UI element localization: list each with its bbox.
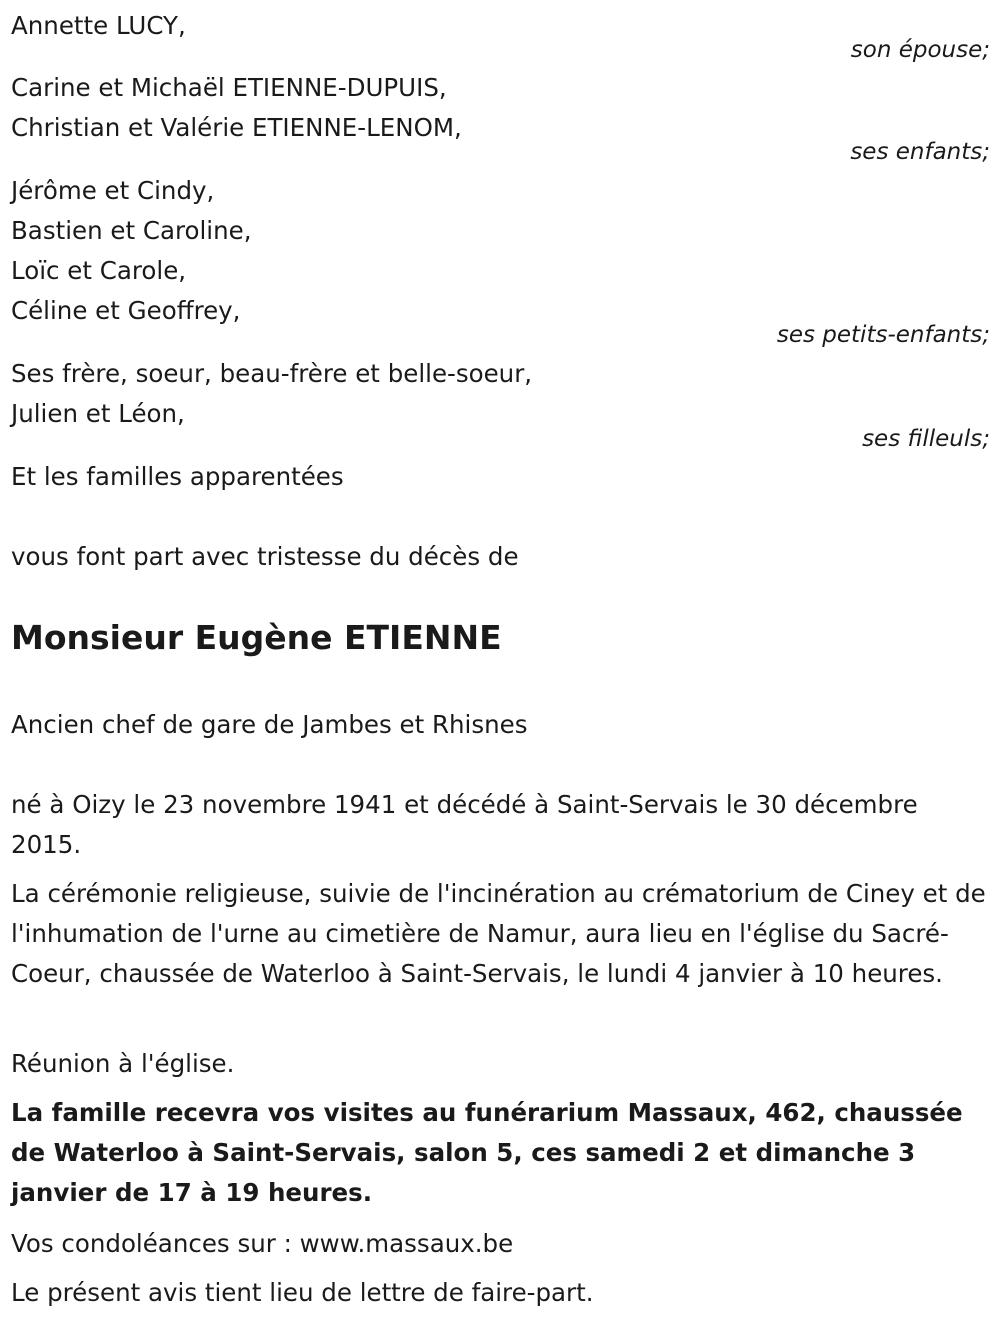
children-line-1: Carine et Michaël ETIENNE-DUPUIS, — [11, 73, 447, 102]
grandchildren-line-3: Loïc et Carole, — [11, 256, 187, 285]
visits-info: La famille recevra vos visites au funérarium Massaux, 462, chaussée de Waterloo à Saint-Servais, salon 5, ces samedi 2 et dimanche 3 janvier de 17 à 19 heures. — [11, 1098, 963, 1207]
grandchildren-line-2: Bastien et Caroline, — [11, 216, 252, 245]
siblings-line: Ses frère, soeur, beau-frère et belle-soeur, — [11, 359, 533, 388]
spouse-role: son épouse; — [850, 37, 990, 63]
condolences-line: Vos condoléances sur : www.massaux.be — [11, 1229, 514, 1258]
birth-death: né à Oizy le 23 novembre 1941 et décédé à Saint-Servais le 30 décembre 2015. — [11, 790, 918, 859]
godchildren-line: Julien et Léon, — [11, 399, 185, 428]
godchildren-role: ses filleuls; — [862, 426, 990, 452]
ceremony-details: La cérémonie religieuse, suivie de l'incinération au crématorium de Ciney et de l'inhumation de l'urne au cimetière de Namur, aura lieu en l'église du Sacré-Coeur, chaussée de Waterloo à Saint-Servais, le lundi 4 janvier à 10 heures. — [11, 879, 986, 988]
deceased-name: Monsieur Eugène ETIENNE — [11, 618, 502, 657]
grandchildren-line-4: Céline et Geoffrey, — [11, 296, 241, 325]
meeting-note: Réunion à l'église. — [11, 1049, 235, 1078]
children-line-2: Christian et Valérie ETIENNE-LENOM, — [11, 113, 462, 142]
grandchildren-role: ses petits-enfants; — [776, 322, 990, 348]
announcement-intro: vous font part avec tristesse du décès de — [11, 542, 519, 571]
grandchildren-line-1: Jérôme et Cindy, — [11, 176, 215, 205]
occupation: Ancien chef de gare de Jambes et Rhisnes — [11, 710, 528, 739]
spouse-names: Annette LUCY, — [11, 11, 186, 40]
notice-line: Le présent avis tient lieu de lettre de faire-part. — [11, 1278, 594, 1307]
children-role: ses enfants; — [850, 139, 990, 165]
related-families: Et les familles apparentées — [11, 462, 344, 491]
